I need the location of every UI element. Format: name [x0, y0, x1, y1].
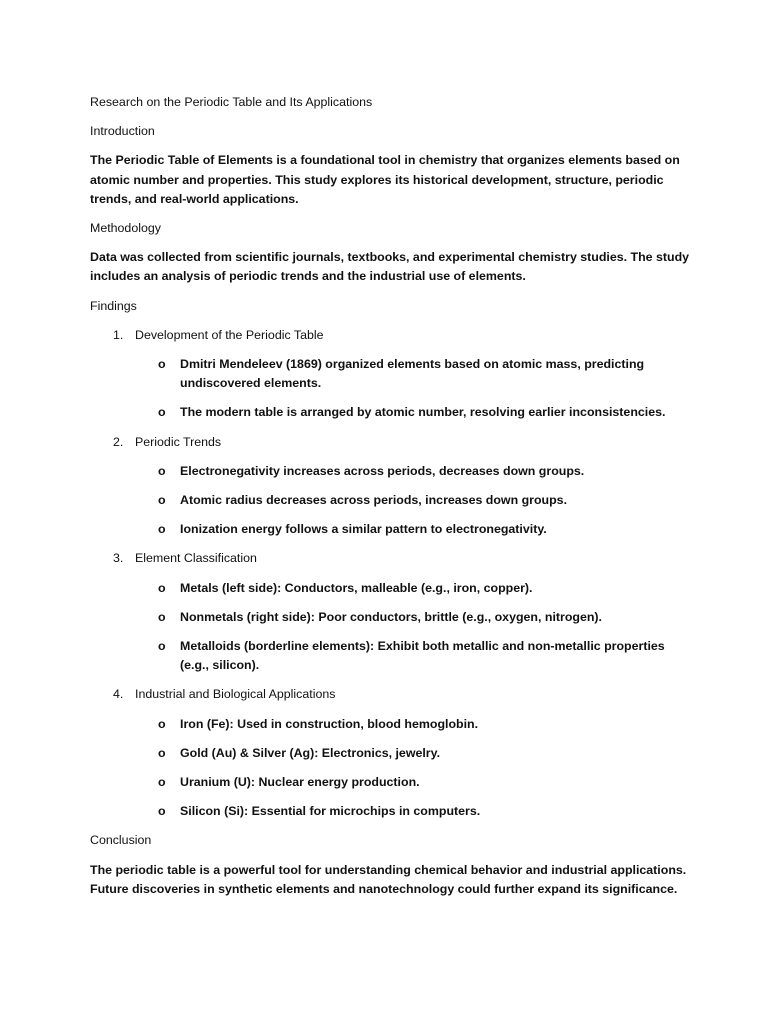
bullet-list [90, 355, 690, 423]
findings-section-1 [90, 326, 690, 423]
list-item [90, 802, 690, 821]
bullet-list [90, 579, 690, 676]
section-number: 1. [113, 327, 124, 342]
introduction-heading: Introduction [90, 124, 155, 139]
list-item-text: Ionization energy follows a similar pattern to electronegativity. [180, 522, 547, 537]
list-item [90, 744, 690, 763]
bullet-marker: o [158, 405, 166, 420]
bullet-marker: o [158, 775, 166, 790]
list-item [90, 773, 690, 792]
list-item [90, 579, 690, 598]
list-item-text: Uranium (U): Nuclear energy production. [180, 775, 420, 790]
section-title [90, 685, 690, 704]
list-item-text: Iron (Fe): Used in construction, blood hemoglobin. [180, 716, 479, 731]
section-title [90, 433, 690, 452]
bullet-marker: o [158, 522, 166, 537]
list-item-text: The modern table is arranged by atomic number, resolving earlier inconsistencies. [180, 405, 666, 420]
list-item-text: Nonmetals (right side): Poor conductors, brittle (e.g., oxygen, nitrogen). [180, 609, 602, 624]
list-item [90, 520, 690, 539]
section-number: 2. [113, 434, 124, 449]
section-title-text: Periodic Trends [135, 434, 222, 449]
list-item-text: Metals (left side): Conductors, malleable (e.g., iron, copper). [180, 580, 533, 595]
conclusion-heading: Conclusion [90, 833, 152, 848]
bullet-marker: o [158, 639, 166, 654]
bullet-list [90, 462, 690, 540]
bullet-marker: o [158, 493, 166, 508]
introduction-text: The Periodic Table of Elements is a foundational tool in chemistry that organizes elements based on atomic number and properties. This study explores its historical development, structure, periodic trends, and real-world applications. [90, 153, 680, 206]
list-item [90, 403, 690, 422]
methodology-heading: Methodology [90, 221, 161, 236]
bullet-marker: o [158, 357, 166, 372]
list-item [90, 462, 690, 481]
bullet-marker: o [158, 609, 166, 624]
section-number: 3. [113, 551, 124, 566]
list-item [90, 491, 690, 510]
list-item [90, 715, 690, 734]
bullet-marker: o [158, 745, 166, 760]
bullet-marker: o [158, 463, 166, 478]
findings-section-2 [90, 433, 690, 540]
findings-section-4 [90, 685, 690, 821]
findings-section-3 [90, 549, 690, 675]
document-content [90, 93, 690, 909]
section-title [90, 549, 690, 568]
section-title-text: Element Classification [135, 551, 257, 566]
list-item-text: Gold (Au) & Silver (Ag): Electronics, jewelry. [180, 745, 441, 760]
findings-heading: Findings [90, 298, 137, 313]
list-item-text: Dmitri Mendeleev (1869) organized elements based on atomic mass, predicting undiscovered elements. [180, 357, 645, 391]
section-title-text: Industrial and Biological Applications [135, 687, 336, 702]
methodology-text: Data was collected from scientific journals, textbooks, and experimental chemistry studies. The study includes an analysis of periodic trends and the industrial use of elements. [90, 250, 690, 284]
bullet-marker: o [158, 580, 166, 595]
section-title-text: Development of the Periodic Table [135, 327, 324, 342]
list-item [90, 608, 690, 627]
list-item [90, 637, 690, 675]
section-number: 4. [113, 687, 124, 702]
list-item-text: Atomic radius decreases across periods, increases down groups. [180, 493, 568, 508]
list-item-text: Silicon (Si): Essential for microchips in computers. [180, 804, 481, 819]
list-item [90, 355, 690, 393]
list-item-text: Metalloids (borderline elements): Exhibit both metallic and non-metallic properties (e.g., silicon). [180, 639, 665, 673]
document-title: Research on the Periodic Table and Its Applications [90, 95, 373, 109]
bullet-marker: o [158, 804, 166, 819]
list-item-text: Electronegativity increases across periods, decreases down groups. [180, 463, 585, 478]
bullet-marker: o [158, 716, 166, 731]
section-title [90, 326, 690, 345]
bullet-list [90, 715, 690, 822]
conclusion-text: The periodic table is a powerful tool for understanding chemical behavior and industrial applications. Future discoveries in synthetic elements and nanotechnology could further expand its significance. [90, 862, 687, 896]
